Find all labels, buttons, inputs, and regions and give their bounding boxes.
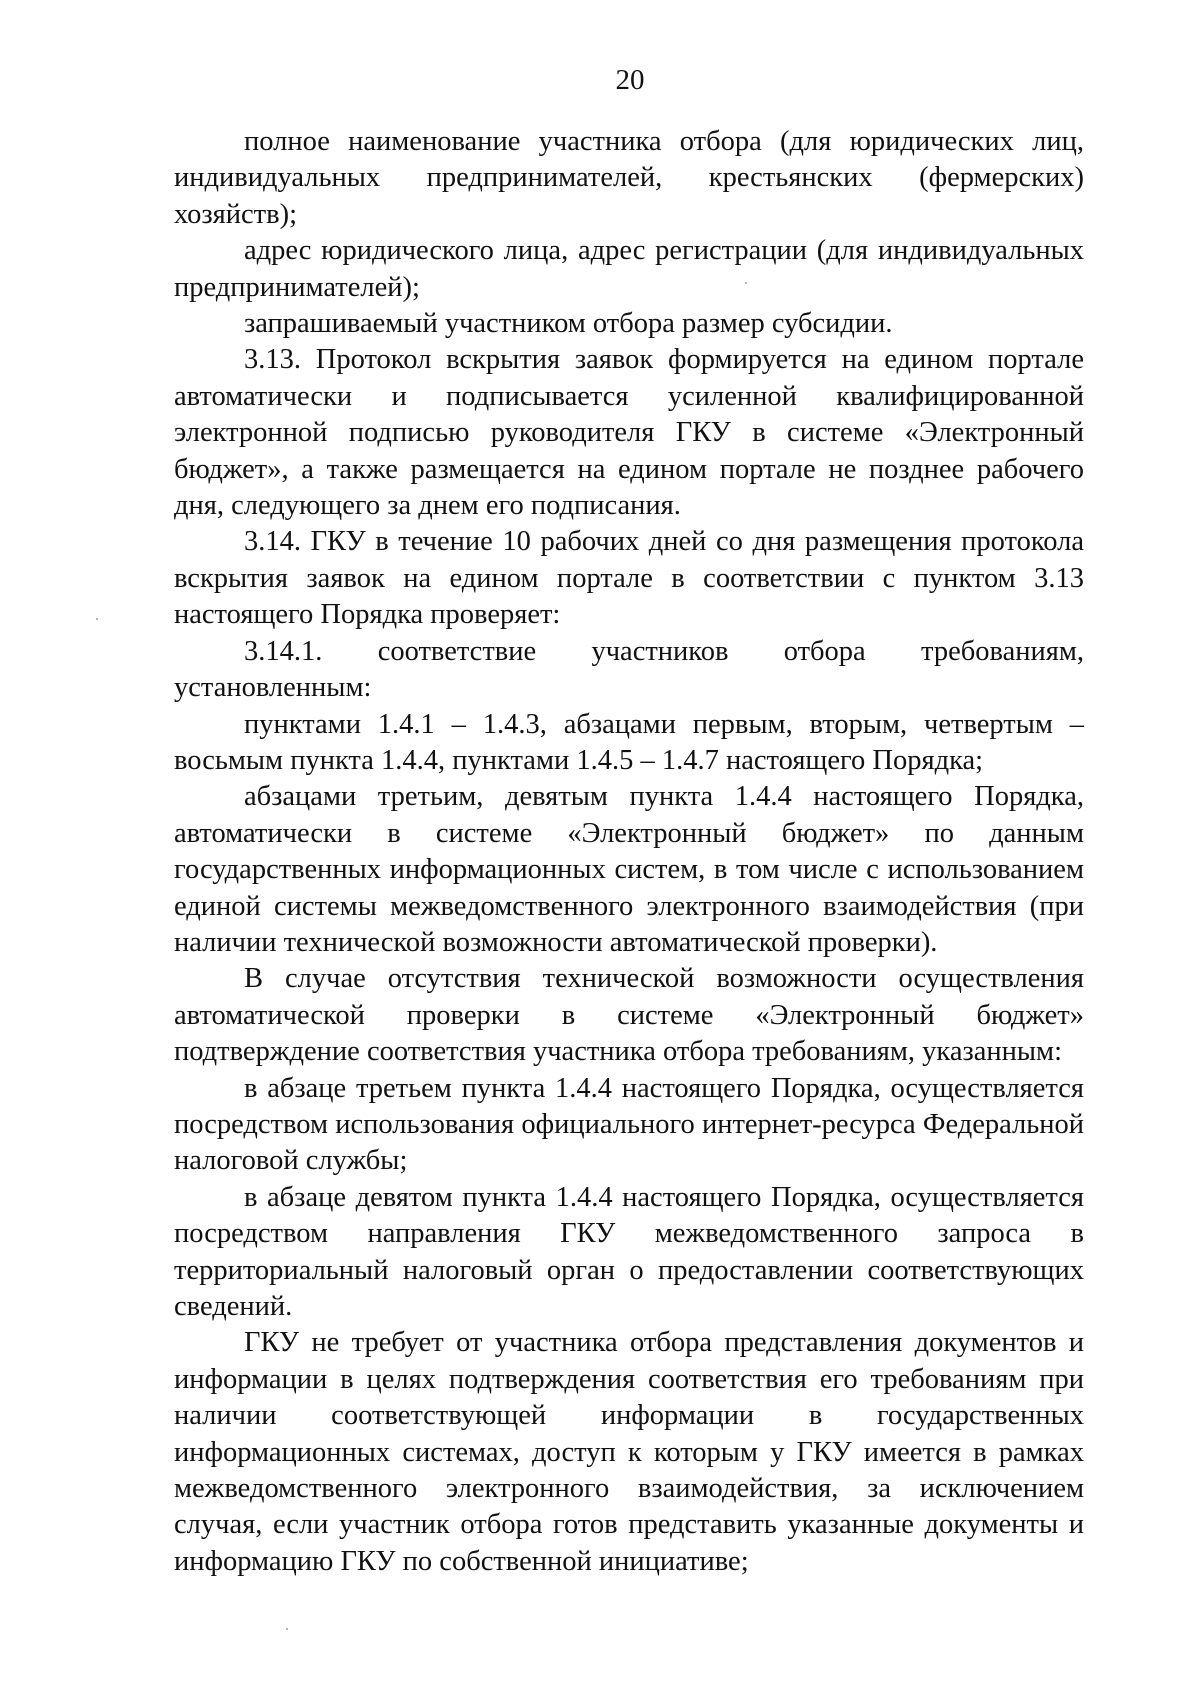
scan-speck xyxy=(96,618,98,620)
paragraph-no-technical-possibility: В случае отсутствия технической возможности осуществления автоматической проверки в системе «Электронный бюджет» подтверждение соответствия участника отбора требованиям, указанным: xyxy=(174,963,1084,1068)
paragraph-legal-address: адрес юридического лица, адрес регистрации (для индивидуальных предпринимателей); xyxy=(174,235,1084,303)
paragraph-tax-service-resource: в абзаце третьем пункта 1.4.4 настоящего Порядка, осуществляется посредством использования официального интернет-ресурса Федеральной налоговой службы; xyxy=(174,1072,1084,1177)
paragraph-participant-name: полное наименование участника отбора (для юридических лиц, индивидуальных предпринимателей, крестьянских (фермерских) хозяйств); xyxy=(174,126,1084,230)
paragraph-3-14: 3.14. ГКУ в течение 10 рабочих дней со дня размещения протокола вскрытия заявок на едином портале в соответствии с пунктом 3.13 настоящего Порядка проверяет: xyxy=(174,526,1084,631)
paragraph-subsidy-amount: запрашиваемый участником отбора размер субсидии. xyxy=(244,308,893,340)
paragraph-no-documents-required: ГКУ не требует от участника отбора представления документов и информации в целях подтверждения соответствия его требованиям при наличии соответствующей информации в государственных информационных системах, доступ к которым у ГКУ имеется в рамках межведомственного электронного взаимодействия, за исключением случая, если участник отбора готов представить указанные документы и информацию ГКУ по собственной инициативе; xyxy=(174,1327,1084,1577)
page-number: 20 xyxy=(615,64,645,96)
paragraph-3-13: 3.13. Протокол вскрытия заявок формируется на едином портале автоматически и подписывается усиленной квалифицированной электронной подписью руководителя ГКУ в системе «Электронный бюджет», а также размещается на едином портале не позднее рабочего дня, следующего за днем его подписания. xyxy=(174,344,1084,522)
paragraph-points-1-4: пунктами 1.4.1 – 1.4.3, абзацами первым, вторым, четвертым – восьмым пункта 1.4.4, пунктами 1.4.5 – 1.4.7 настоящего Порядка; xyxy=(174,708,1084,776)
scan-speck xyxy=(286,1628,288,1630)
paragraph-interdepartmental-request: в абзаце девятом пункта 1.4.4 настоящего Порядка, осуществляется посредством направления ГКУ межведомственного запроса в территориальный налоговый орган о предоставлении соответствующих сведений. xyxy=(174,1181,1084,1322)
scan-speck xyxy=(745,282,747,284)
paragraph-3-14-1: 3.14.1. соответствие участников отбора требованиям, установленным: xyxy=(174,635,1084,704)
document-body xyxy=(174,124,1084,1580)
paragraph-automatic-check: абзацами третьим, девятым пункта 1.4.4 настоящего Порядка, автоматически в системе «Электронный бюджет» по данным государственных информационных систем, в том числе с использованием единой системы межведомственного электронного взаимодействия (при наличии технической возможности автоматической проверки). xyxy=(174,781,1084,958)
